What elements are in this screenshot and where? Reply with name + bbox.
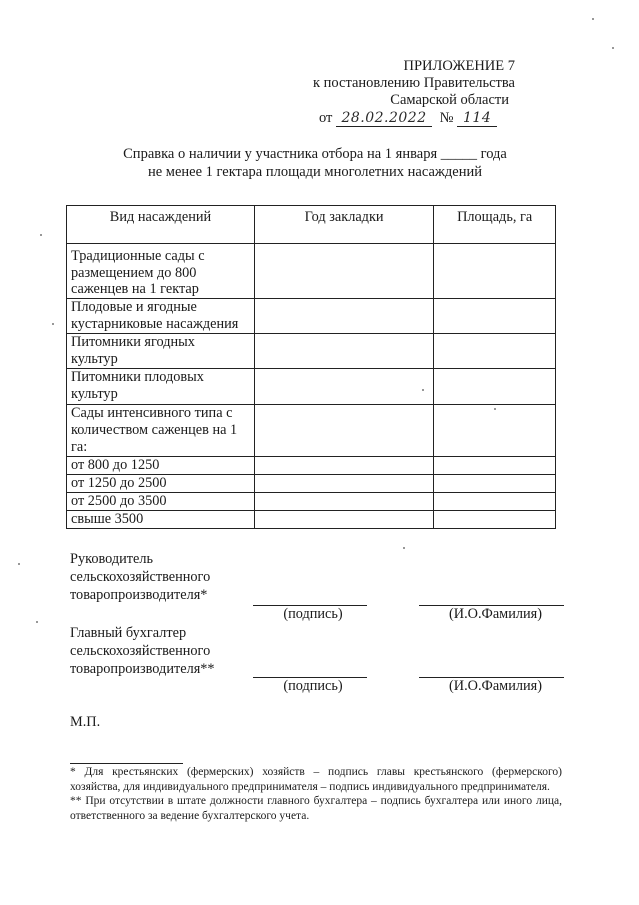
year-cell [254,244,433,299]
scan-speck [422,389,424,391]
head-name-caption: (И.О.Фамилия) [448,606,543,622]
seal-placeholder: М.П. [70,714,101,730]
head-title-line-2: сельскохозяйственного [70,569,211,585]
row-label: Традиционные сады с размещением до 800 саженцев на 1 гектар [67,244,255,299]
area-cell [434,405,556,457]
row-label: Плодовые и ягодные кустарниковые насаждения [67,299,255,334]
footnote-separator [70,763,183,764]
row-label: Питомники плодовых культур [67,369,255,405]
area-cell [434,511,556,529]
area-cell [434,244,556,299]
footnote-2: ** При отсутствии в штате должности главного бухгалтера – подпись бухгалтера или иного лица, ответственного за ведение бухгалтерского учета. [70,795,562,822]
plantings-table [66,205,556,529]
year-cell [254,334,433,369]
scan-speck [403,547,405,549]
area-cell [434,299,556,334]
accountant-name-caption: (И.О.Фамилия) [448,678,543,694]
area-cell [434,369,556,405]
table-row [67,369,556,405]
accountant-title-line-1: Главный бухгалтер [70,625,187,641]
year-cell [254,511,433,529]
table-row [67,299,556,334]
year-cell [254,475,433,493]
table-row [67,244,556,299]
year-cell [254,299,433,334]
row-label: свыше 3500 [67,511,255,529]
accountant-signature-caption: (подпись) [283,678,343,694]
date-prefix: от [319,110,333,126]
handwritten-date: 28.02.2022 [336,111,432,127]
row-label: от 800 до 1250 [67,457,255,475]
year-cell [254,493,433,511]
row-label: от 2500 до 3500 [67,493,255,511]
area-cell [434,457,556,475]
footnote-1: * Для крестьянских (фермерских) хозяйств – подпись главы крестьянского (фермерского) хозяйства, для индивидуального предпринимателя – подпись индивидуального предпринимателя. [70,766,562,793]
table-row [67,405,556,457]
area-cell [434,334,556,369]
scan-speck [36,621,38,623]
scan-speck [52,323,54,325]
accountant-title-line-2: сельскохозяйственного [70,643,211,659]
year-cell [254,405,433,457]
accountant-title-line-3: товаропроизводителя** [70,661,215,677]
head-signature-caption: (подпись) [283,606,343,622]
table-row [67,475,556,493]
scan-speck [612,47,614,49]
column-header: Площадь, га [434,206,556,244]
table-row [67,334,556,369]
title-line-2: не менее 1 гектара площади многолетних насаждений [147,164,483,180]
row-label: Питомники ягодных культур [67,334,255,369]
year-cell [254,457,433,475]
column-header: Год закладки [254,206,433,244]
header-line-2: Самарской области [390,92,509,108]
number-prefix: № [439,110,454,126]
scan-speck [18,563,20,565]
scan-speck [592,18,594,20]
table-header-row [67,206,556,244]
table-row [67,511,556,529]
scan-speck [40,234,42,236]
area-cell [434,493,556,511]
handwritten-number: 114 [457,111,497,127]
head-title-line-3: товаропроизводителя* [70,587,208,603]
year-cell [254,369,433,405]
scan-speck [494,408,496,410]
title-line-1: Справка о наличии у участника отбора на 1 января _____ года [123,146,507,162]
column-header: Вид насаждений [67,206,255,244]
table-row [67,493,556,511]
head-title-line-1: Руководитель [70,551,154,567]
header-line-1: к постановлению Правительства [313,75,515,91]
appendix-title: ПРИЛОЖЕНИЕ 7 [403,58,515,74]
area-cell [434,475,556,493]
row-label: от 1250 до 2500 [67,475,255,493]
table-row [67,457,556,475]
date-number-line [319,110,519,130]
row-label: Сады интенсивного типа с количеством саженцев на 1 га: [67,405,255,457]
